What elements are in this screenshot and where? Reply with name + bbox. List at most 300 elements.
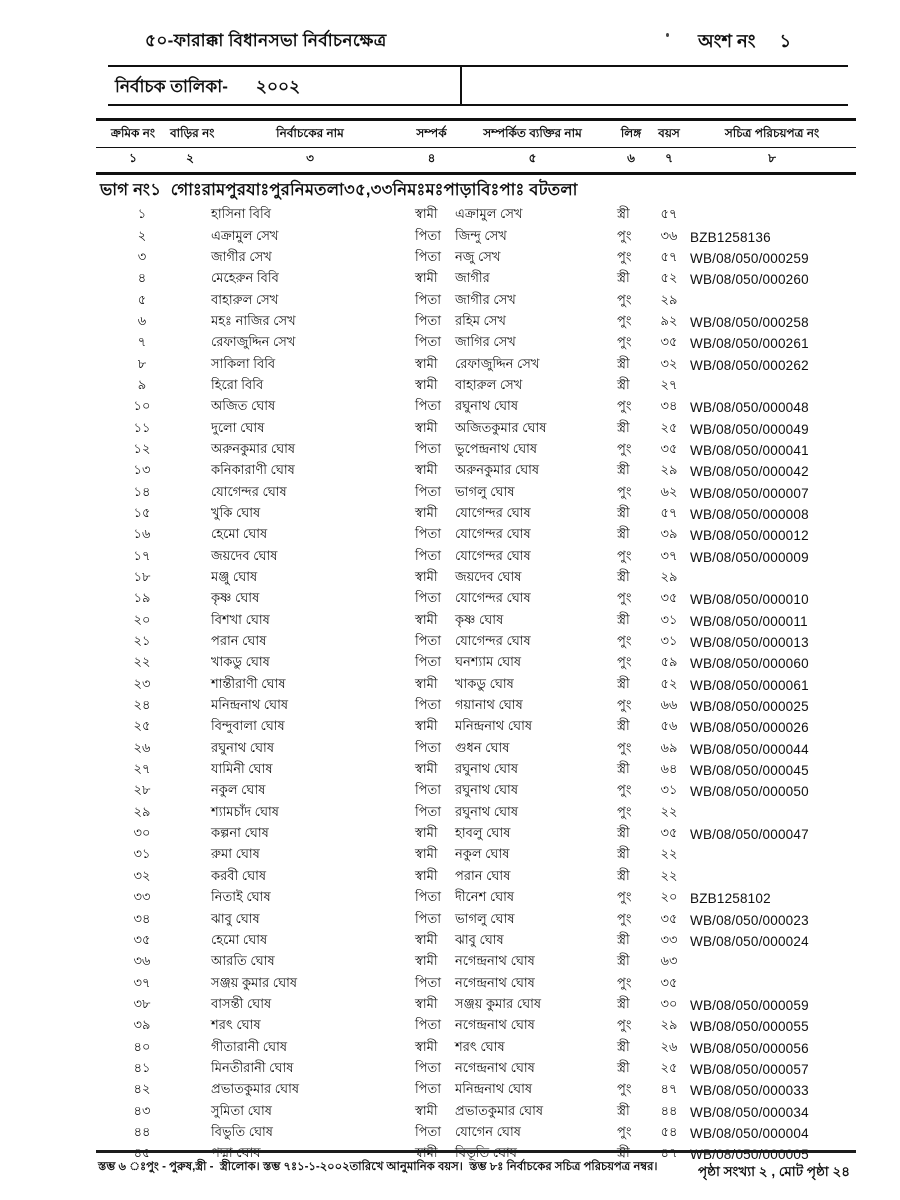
age-cell: ৩৫ <box>660 825 678 841</box>
relation-cell: স্বামী <box>415 931 438 947</box>
gender-cell: স্ত্রী <box>617 1102 630 1118</box>
relation-cell: স্বামী <box>415 1102 438 1118</box>
id-cell: WB/08/050/000041 <box>690 442 809 458</box>
table-row <box>96 418 856 439</box>
gender-cell: পুং <box>617 697 632 713</box>
table-row <box>96 909 856 930</box>
name-cell: আরতি ঘোষ <box>211 953 275 969</box>
gender-cell: স্ত্রী <box>617 931 630 947</box>
table-row <box>96 717 856 738</box>
footnote-legend: স্তম্ভ ৬ ঃপুং - পুরুষ,স্ত্রী - স্ত্রীলোক। স্তম্ভ ৭ঃ১-১-২০০২তারিখে আনুমানিক বয়স। স্তম্ভ ৮ঃ নির্বাচকের সচিত্র পরিচয়পত্র নম্বর। <box>98 1161 658 1173</box>
relative-cell: রঘুনাথ ঘোষ <box>455 803 518 819</box>
part-section-header: ভাগ নং১ গোঃরামপুরযাঃপুরনিমতলা৩৫,৩৩নিমঃমঃপাড়াবিঃপাঃ বটতলা <box>100 181 578 199</box>
gender-cell: স্ত্রী <box>617 867 630 883</box>
serial-cell: ১৭ <box>133 547 151 563</box>
relation-cell: পিতা <box>415 782 442 798</box>
gender-cell: স্ত্রী <box>617 675 630 691</box>
age-cell: ২৫ <box>660 419 678 435</box>
age-cell: ৫২ <box>660 675 678 691</box>
id-cell: WB/08/050/000055 <box>690 1019 809 1035</box>
age-cell: ৫৬ <box>660 718 678 734</box>
serial-cell: ৩২ <box>133 867 151 883</box>
table-row <box>96 568 856 589</box>
header-id-card: সচিত্র পরিচয়পত্র নং <box>724 126 820 140</box>
relation-cell: স্বামী <box>415 953 438 969</box>
table-row <box>96 845 856 866</box>
relative-cell: জিন্দু সেখ <box>455 227 507 243</box>
serial-cell: ৪১ <box>133 1059 151 1075</box>
name-cell: মিনতীরানী ঘোষ <box>211 1059 294 1075</box>
table-row <box>96 1059 856 1080</box>
serial-cell: ১ <box>137 206 147 222</box>
name-cell: রঘুনাথ ঘোষ <box>211 739 274 755</box>
age-cell: ২৯ <box>660 1017 678 1033</box>
name-cell: যামিনী ঘোষ <box>211 761 273 777</box>
name-cell: সুমিতা ঘোষ <box>211 1102 272 1118</box>
serial-cell: ৩৪ <box>133 910 151 926</box>
id-cell: WB/08/050/000009 <box>690 549 809 565</box>
serial-cell: ২ <box>137 227 147 243</box>
gender-cell: পুং <box>617 633 632 649</box>
table-row <box>96 440 856 461</box>
serial-cell: ৬ <box>137 312 147 328</box>
name-cell: খাকডু ঘোষ <box>211 654 270 670</box>
gender-cell: পুং <box>617 547 632 563</box>
relative-cell: ভাগলু ঘোষ <box>455 910 515 926</box>
age-cell: ২২ <box>660 803 678 819</box>
table-row <box>96 248 856 269</box>
serial-cell: ৪০ <box>133 1038 151 1054</box>
table-row <box>96 205 856 226</box>
id-cell: WB/08/050/000023 <box>690 912 809 928</box>
serial-cell: ১৫ <box>133 504 151 520</box>
part-number-value: ১ <box>779 31 792 51</box>
gender-cell: পুং <box>617 739 632 755</box>
gender-cell: স্ত্রী <box>617 419 630 435</box>
table-row <box>96 1016 856 1037</box>
name-cell: খুকি ঘোষ <box>211 504 261 520</box>
relative-cell: নকুল ঘোষ <box>455 846 510 862</box>
table-row <box>96 504 856 525</box>
gender-cell: স্ত্রী <box>617 462 630 478</box>
relation-cell: পিতা <box>415 739 442 755</box>
age-cell: ২৯ <box>660 291 678 307</box>
serial-cell: ৩৬ <box>133 953 151 969</box>
header-relative-name: সম্পর্কিত ব্যক্তির নাম <box>483 126 582 140</box>
gender-cell: পুং <box>617 227 632 243</box>
age-cell: ৫৪ <box>660 1123 678 1139</box>
relative-cell: হাবলু ঘোষ <box>455 825 511 841</box>
relative-cell: যোগেন্দর ঘোষ <box>455 547 531 563</box>
column-number-2: ২ <box>186 151 194 165</box>
table-row <box>96 461 856 482</box>
age-cell: ৬৬ <box>660 697 678 713</box>
relation-cell: স্বামী <box>415 206 438 222</box>
relation-cell: পিতা <box>415 697 442 713</box>
relative-cell: রেফাজুদ্দিন সেখ <box>455 355 540 371</box>
table-row <box>96 653 856 674</box>
header-relation: সম্পর্ক <box>416 126 447 140</box>
gender-cell: স্ত্রী <box>617 504 630 520</box>
id-cell: WB/08/050/000011 <box>690 613 808 629</box>
serial-cell: ৯ <box>137 376 147 392</box>
gender-cell: পুং <box>617 440 632 456</box>
table-row <box>96 824 856 845</box>
gender-cell: পুং <box>617 590 632 606</box>
age-cell: ৩২ <box>660 355 678 371</box>
gender-cell: স্ত্রী <box>617 953 630 969</box>
table-row <box>96 226 856 247</box>
gender-cell: পুং <box>617 1081 632 1097</box>
part-number-label: অংশ নং <box>698 31 756 51</box>
id-cell: WB/08/050/000026 <box>690 720 809 736</box>
table-row <box>96 995 856 1016</box>
id-cell: WB/08/050/000259 <box>690 250 809 266</box>
id-cell: WB/08/050/000004 <box>690 1125 809 1141</box>
serial-cell: ৩৫ <box>133 931 151 947</box>
header-age: বয়স <box>658 126 680 140</box>
id-cell: WB/08/050/000012 <box>690 528 809 544</box>
id-cell: WB/08/050/000260 <box>690 272 809 288</box>
table-row <box>96 354 856 375</box>
name-cell: পদ্মা ঘোষ <box>211 1145 261 1161</box>
gender-cell: স্ত্রী <box>617 825 630 841</box>
name-cell: হাসিনা বিবি <box>211 206 271 222</box>
id-cell: WB/08/050/000050 <box>690 784 809 800</box>
id-cell: WB/08/050/000057 <box>690 1061 809 1077</box>
serial-cell: ৩১ <box>133 846 151 862</box>
column-numbers-row <box>96 148 856 175</box>
relation-cell: স্বামী <box>415 462 438 478</box>
age-cell: ২৭ <box>660 376 678 392</box>
age-cell: ৬২ <box>660 483 678 499</box>
relative-cell: এক্রামুল সেখ <box>455 206 523 222</box>
relation-cell: পিতা <box>415 291 442 307</box>
relation-cell: পিতা <box>415 803 442 819</box>
relative-cell: নগেন্দ্রনাথ ঘোষ <box>455 953 535 969</box>
relation-cell: পিতা <box>415 312 442 328</box>
age-cell: ৩৫ <box>660 440 678 456</box>
header-gender: লিঙ্গ <box>620 126 642 140</box>
age-cell: ৩১ <box>660 782 678 798</box>
relative-cell: বাহারুল সেখ <box>455 376 523 392</box>
age-cell: ২২ <box>660 846 678 862</box>
relative-cell: যোগেন্দর ঘোষ <box>455 590 531 606</box>
age-cell: ২২ <box>660 867 678 883</box>
name-cell: ঝাবু ঘোষ <box>211 910 260 926</box>
relation-cell: পিতা <box>415 483 442 499</box>
gender-cell: পুং <box>617 291 632 307</box>
name-cell: অরুনকুমার ঘোষ <box>211 440 296 456</box>
serial-cell: ১৮ <box>133 569 151 585</box>
table-row <box>96 739 856 760</box>
table-row <box>96 1080 856 1101</box>
id-cell: WB/08/050/000044 <box>690 741 809 757</box>
serial-cell: ১৬ <box>133 526 151 542</box>
table-row <box>96 696 856 717</box>
relation-cell: পিতা <box>415 440 442 456</box>
relative-cell: প্রভাতকুমার ঘোষ <box>455 1102 544 1118</box>
age-cell: ৪৭ <box>660 1081 678 1097</box>
relation-cell: স্বামী <box>415 825 438 841</box>
name-cell: কৃষ্ণ ঘোষ <box>211 590 260 606</box>
table-row <box>96 973 856 994</box>
serial-cell: ৪৩ <box>133 1102 151 1118</box>
relation-cell: পিতা <box>415 547 442 563</box>
electoral-roll-box <box>108 65 848 106</box>
relative-cell: নগেন্দ্রনাথ ঘোষ <box>455 974 535 990</box>
table-row <box>96 675 856 696</box>
stray-mark <box>666 33 669 37</box>
id-cell: BZB1258136 <box>690 229 771 245</box>
relation-cell: পিতা <box>415 1017 442 1033</box>
age-cell: ৩৪ <box>660 398 678 414</box>
gender-cell: পুং <box>617 248 632 264</box>
age-cell: ৩০ <box>660 995 678 1011</box>
gender-cell: পুং <box>617 334 632 350</box>
name-cell: করবী ঘোষ <box>211 867 267 883</box>
id-cell: WB/08/050/000042 <box>690 464 809 480</box>
gender-cell: স্ত্রী <box>617 611 630 627</box>
age-cell: ৬৯ <box>660 739 678 755</box>
name-cell: এক্রামুল সেখ <box>211 227 279 243</box>
relative-cell: নজু সেখ <box>455 248 501 264</box>
column-number-5: ৫ <box>528 151 537 165</box>
serial-cell: ২৪ <box>133 697 151 713</box>
age-cell: ৩৭ <box>660 547 678 563</box>
id-cell: WB/08/050/000262 <box>690 357 809 373</box>
id-cell: WB/08/050/000013 <box>690 635 809 651</box>
header-name: নির্বাচকের নাম <box>276 126 344 140</box>
relative-cell: জাগীর <box>455 270 490 286</box>
table-row <box>96 589 856 610</box>
name-cell: সঞ্জয় কুমার ঘোষ <box>211 974 298 990</box>
id-cell: WB/08/050/000049 <box>690 421 809 437</box>
id-cell: BZB1258102 <box>690 891 771 907</box>
id-cell: WB/08/050/000056 <box>690 1040 809 1056</box>
relation-cell: স্বামী <box>415 718 438 734</box>
serial-cell: ৪৫ <box>133 1145 151 1161</box>
id-cell: WB/08/050/000061 <box>690 677 809 693</box>
part-number-block <box>698 27 791 58</box>
relative-cell: গয়ানাথ ঘোষ <box>455 697 523 713</box>
id-cell: WB/08/050/000045 <box>690 763 809 779</box>
age-cell: ৪৪ <box>660 1102 678 1118</box>
relation-cell: পিতা <box>415 654 442 670</box>
age-cell: ৩৫ <box>660 590 678 606</box>
name-cell: যোগেন্দর ঘোষ <box>211 483 287 499</box>
relative-cell: ভাগলু ঘোষ <box>455 483 515 499</box>
relative-cell: যোগেন্দর ঘোষ <box>455 633 531 649</box>
serial-cell: ১৪ <box>133 483 151 499</box>
relative-cell: রহিম সেখ <box>455 312 506 328</box>
name-cell: নিতাই ঘোষ <box>211 889 271 905</box>
relative-cell: মনিন্দ্রনাথ ঘোষ <box>455 1081 533 1097</box>
id-cell: WB/08/050/000034 <box>690 1104 809 1120</box>
serial-cell: ২৫ <box>133 718 151 734</box>
gender-cell: স্ত্রী <box>617 569 630 585</box>
relative-cell: জাগির সেখ <box>455 334 516 350</box>
relation-cell: পিতা <box>415 974 442 990</box>
name-cell: জাগীর সেখ <box>211 248 272 264</box>
serial-cell: ১২ <box>133 440 151 456</box>
gender-cell: পুং <box>617 803 632 819</box>
name-cell: মহঃ নাজির সেখ <box>211 312 296 328</box>
id-cell: WB/08/050/000007 <box>690 485 809 501</box>
age-cell: ৫৭ <box>660 504 678 520</box>
name-cell: জয়দেব ঘোষ <box>211 547 278 563</box>
gender-cell: স্ত্রী <box>617 718 630 734</box>
age-cell: ৬৪ <box>660 761 678 777</box>
name-cell: পরান ঘোষ <box>211 633 267 649</box>
relative-cell: যোগেন্দর ঘোষ <box>455 526 531 542</box>
name-cell: কল্পনা ঘোষ <box>211 825 269 841</box>
age-cell: ৫৯ <box>660 654 678 670</box>
table-row <box>96 888 856 909</box>
age-cell: ৫২ <box>660 270 678 286</box>
relative-cell: রঘুনাথ ঘোষ <box>455 398 518 414</box>
table-row <box>96 333 856 354</box>
electors-table <box>96 118 856 1165</box>
age-cell: ৫৭ <box>660 206 678 222</box>
name-cell: বাহারুল সেখ <box>211 291 279 307</box>
relative-cell: পরান ঘোষ <box>455 867 511 883</box>
table-row <box>96 1101 856 1122</box>
serial-cell: ১৯ <box>133 590 151 606</box>
id-cell: WB/08/050/000048 <box>690 400 809 416</box>
relative-cell: শরৎ ঘোষ <box>455 1038 505 1054</box>
name-cell: শ্যামচাঁদ ঘোষ <box>211 803 279 819</box>
table-row <box>96 931 856 952</box>
id-cell: WB/08/050/000005 <box>690 1147 809 1163</box>
gender-cell: পুং <box>617 398 632 414</box>
gender-cell: স্ত্রী <box>617 206 630 222</box>
name-cell: শান্তীরাণী ঘোষ <box>211 675 286 691</box>
serial-cell: ৩৮ <box>133 995 151 1011</box>
age-cell: ২০ <box>660 889 678 905</box>
name-cell: রুমা ঘোষ <box>211 846 260 862</box>
relative-cell: মনিন্দ্রনাথ ঘোষ <box>455 718 533 734</box>
table-row <box>96 952 856 973</box>
relation-cell: পিতা <box>415 248 442 264</box>
column-number-6: ৬ <box>627 151 635 165</box>
serial-cell: ৩৯ <box>133 1017 151 1033</box>
name-cell: বিশখা ঘোষ <box>211 611 270 627</box>
serial-cell: ৩ <box>137 248 147 264</box>
gender-cell: পুং <box>617 1017 632 1033</box>
relation-cell: পিতা <box>415 334 442 350</box>
relation-cell: স্বামী <box>415 504 438 520</box>
gender-cell: স্ত্রী <box>617 355 630 371</box>
gender-cell: পুং <box>617 974 632 990</box>
serial-cell: ১০ <box>133 398 151 414</box>
relative-cell: অজিতকুমার ঘোষ <box>455 419 547 435</box>
table-row <box>96 376 856 397</box>
gender-cell: পুং <box>617 910 632 926</box>
relative-cell: রঘুনাথ ঘোষ <box>455 782 518 798</box>
vertical-divider <box>460 67 462 104</box>
age-cell: ৪৭ <box>660 1145 678 1161</box>
relation-cell: স্বামী <box>415 419 438 435</box>
serial-cell: ২৭ <box>133 761 151 777</box>
id-cell: WB/08/050/000024 <box>690 933 809 949</box>
relative-cell: ঘনশ্যাম ঘোষ <box>455 654 522 670</box>
table-row <box>96 781 856 802</box>
table-header-row <box>96 121 856 148</box>
column-number-1: ১ <box>129 151 137 165</box>
table-row <box>96 547 856 568</box>
relation-cell: পিতা <box>415 889 442 905</box>
relation-cell: স্বামী <box>415 867 438 883</box>
table-row <box>96 525 856 546</box>
serial-cell: ৮ <box>137 355 147 371</box>
relation-cell: পিতা <box>415 1059 442 1075</box>
table-row <box>96 397 856 418</box>
age-cell: ৩৩ <box>660 931 678 947</box>
roll-year: ২০০২ <box>255 77 301 96</box>
name-cell: রেফাজুদ্দিন সেখ <box>211 334 296 350</box>
name-cell: কনিকারাণী ঘোষ <box>211 462 295 478</box>
age-cell: ৩৯ <box>660 526 678 542</box>
id-cell: WB/08/050/000261 <box>690 336 809 352</box>
table-row <box>96 482 856 503</box>
id-cell: WB/08/050/000008 <box>690 506 809 522</box>
gender-cell: স্ত্রী <box>617 846 630 862</box>
serial-cell: ৩৩ <box>133 889 151 905</box>
name-cell: মঞ্জু ঘোষ <box>211 569 258 585</box>
age-cell: ৩৬ <box>660 227 678 243</box>
gender-cell: পুং <box>617 889 632 905</box>
table-row <box>96 290 856 311</box>
relative-cell: ঝাবু ঘোষ <box>455 931 504 947</box>
serial-cell: ৩৭ <box>133 974 151 990</box>
relation-cell: পিতা <box>415 398 442 414</box>
relation-cell: পিতা <box>415 633 442 649</box>
relative-cell: নগেন্দ্রনাথ ঘোষ <box>455 1059 535 1075</box>
serial-cell: ২১ <box>133 633 151 649</box>
gender-cell: স্ত্রী <box>617 995 630 1011</box>
id-cell: WB/08/050/000033 <box>690 1083 809 1099</box>
name-cell: প্রভাতকুমার ঘোষ <box>211 1081 300 1097</box>
serial-cell: ৩০ <box>133 825 151 841</box>
id-cell: WB/08/050/000047 <box>690 827 809 843</box>
serial-cell: ২২ <box>133 654 151 670</box>
age-cell: ৩১ <box>660 611 678 627</box>
name-cell: নকুল ঘোষ <box>211 782 266 798</box>
age-cell: ২৯ <box>660 569 678 585</box>
relation-cell: স্বামী <box>415 355 438 371</box>
gender-cell: স্ত্রী <box>617 761 630 777</box>
serial-cell: ২৬ <box>133 739 151 755</box>
name-cell: গীতারানী ঘোষ <box>211 1038 288 1054</box>
serial-cell: ২০ <box>133 611 151 627</box>
relation-cell: স্বামী <box>415 569 438 585</box>
gender-cell: স্ত্রী <box>617 1038 630 1054</box>
name-cell: মনিন্দ্রনাথ ঘোষ <box>211 697 289 713</box>
serial-cell: ৪ <box>137 270 147 286</box>
column-number-8: ৮ <box>768 151 776 165</box>
column-number-3: ৩ <box>306 151 314 165</box>
relative-cell: রঘুনাথ ঘোষ <box>455 761 518 777</box>
relation-cell: পিতা <box>415 1123 442 1139</box>
relation-cell: স্বামী <box>415 270 438 286</box>
relative-cell: গুধন ঘোষ <box>455 739 510 755</box>
relation-cell: স্বামী <box>415 611 438 627</box>
name-cell: হিরো বিবি <box>211 376 264 392</box>
relative-cell: জয়দেব ঘোষ <box>455 569 522 585</box>
column-number-4: ৪ <box>427 151 436 165</box>
id-cell: WB/08/050/000010 <box>690 592 809 608</box>
